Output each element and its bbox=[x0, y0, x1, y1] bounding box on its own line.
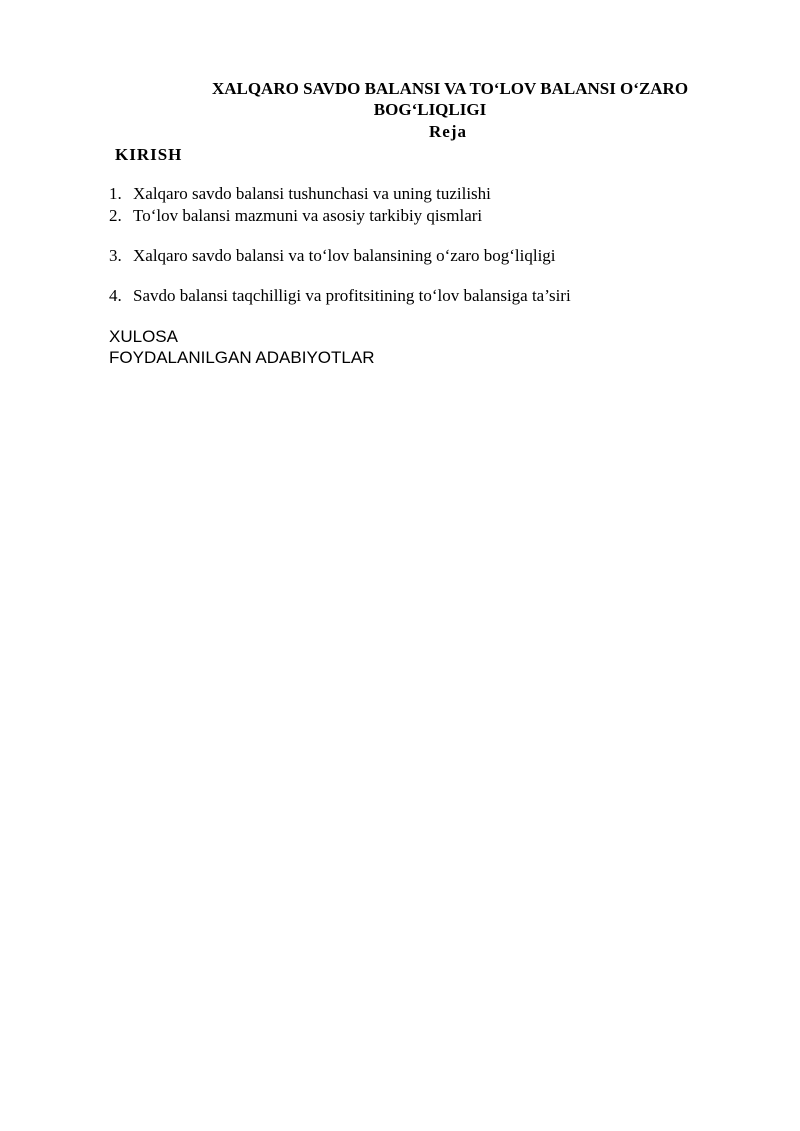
plan-item-number: 1. bbox=[109, 184, 122, 203]
plan-item-text: Xalqaro savdo balansi va to‘lov balansining o‘zaro bog‘liqligi bbox=[133, 246, 556, 265]
plan-item-text: Savdo balansi taqchilligi va profitsitining to‘lov balansiga ta’siri bbox=[133, 286, 571, 305]
plan-item bbox=[109, 205, 482, 226]
references-heading: FOYDALANILGAN ADABIYOTLAR bbox=[109, 348, 375, 367]
document-title-line-2: BOG‘LIQLIGI bbox=[373, 100, 487, 119]
plan-item bbox=[109, 285, 571, 306]
intro-heading: KIRISH bbox=[115, 145, 183, 164]
plan-item bbox=[109, 183, 491, 204]
plan-item-number: 4. bbox=[109, 286, 122, 305]
conclusion-heading: XULOSA bbox=[109, 327, 178, 346]
plan-item-text: To‘lov balansi mazmuni va asosiy tarkibiy qismlari bbox=[133, 206, 483, 225]
plan-heading: Reja bbox=[429, 122, 467, 141]
plan-item-number: 3. bbox=[109, 246, 122, 265]
plan-item bbox=[109, 245, 556, 266]
plan-item-text: Xalqaro savdo balansi tushunchasi va uning tuzilishi bbox=[133, 184, 491, 203]
plan-item-number: 2. bbox=[109, 206, 122, 225]
document-title-line-1: XALQARO SAVDO BALANSI VA TO‘LOV BALANSI O‘ZARO bbox=[211, 79, 689, 98]
